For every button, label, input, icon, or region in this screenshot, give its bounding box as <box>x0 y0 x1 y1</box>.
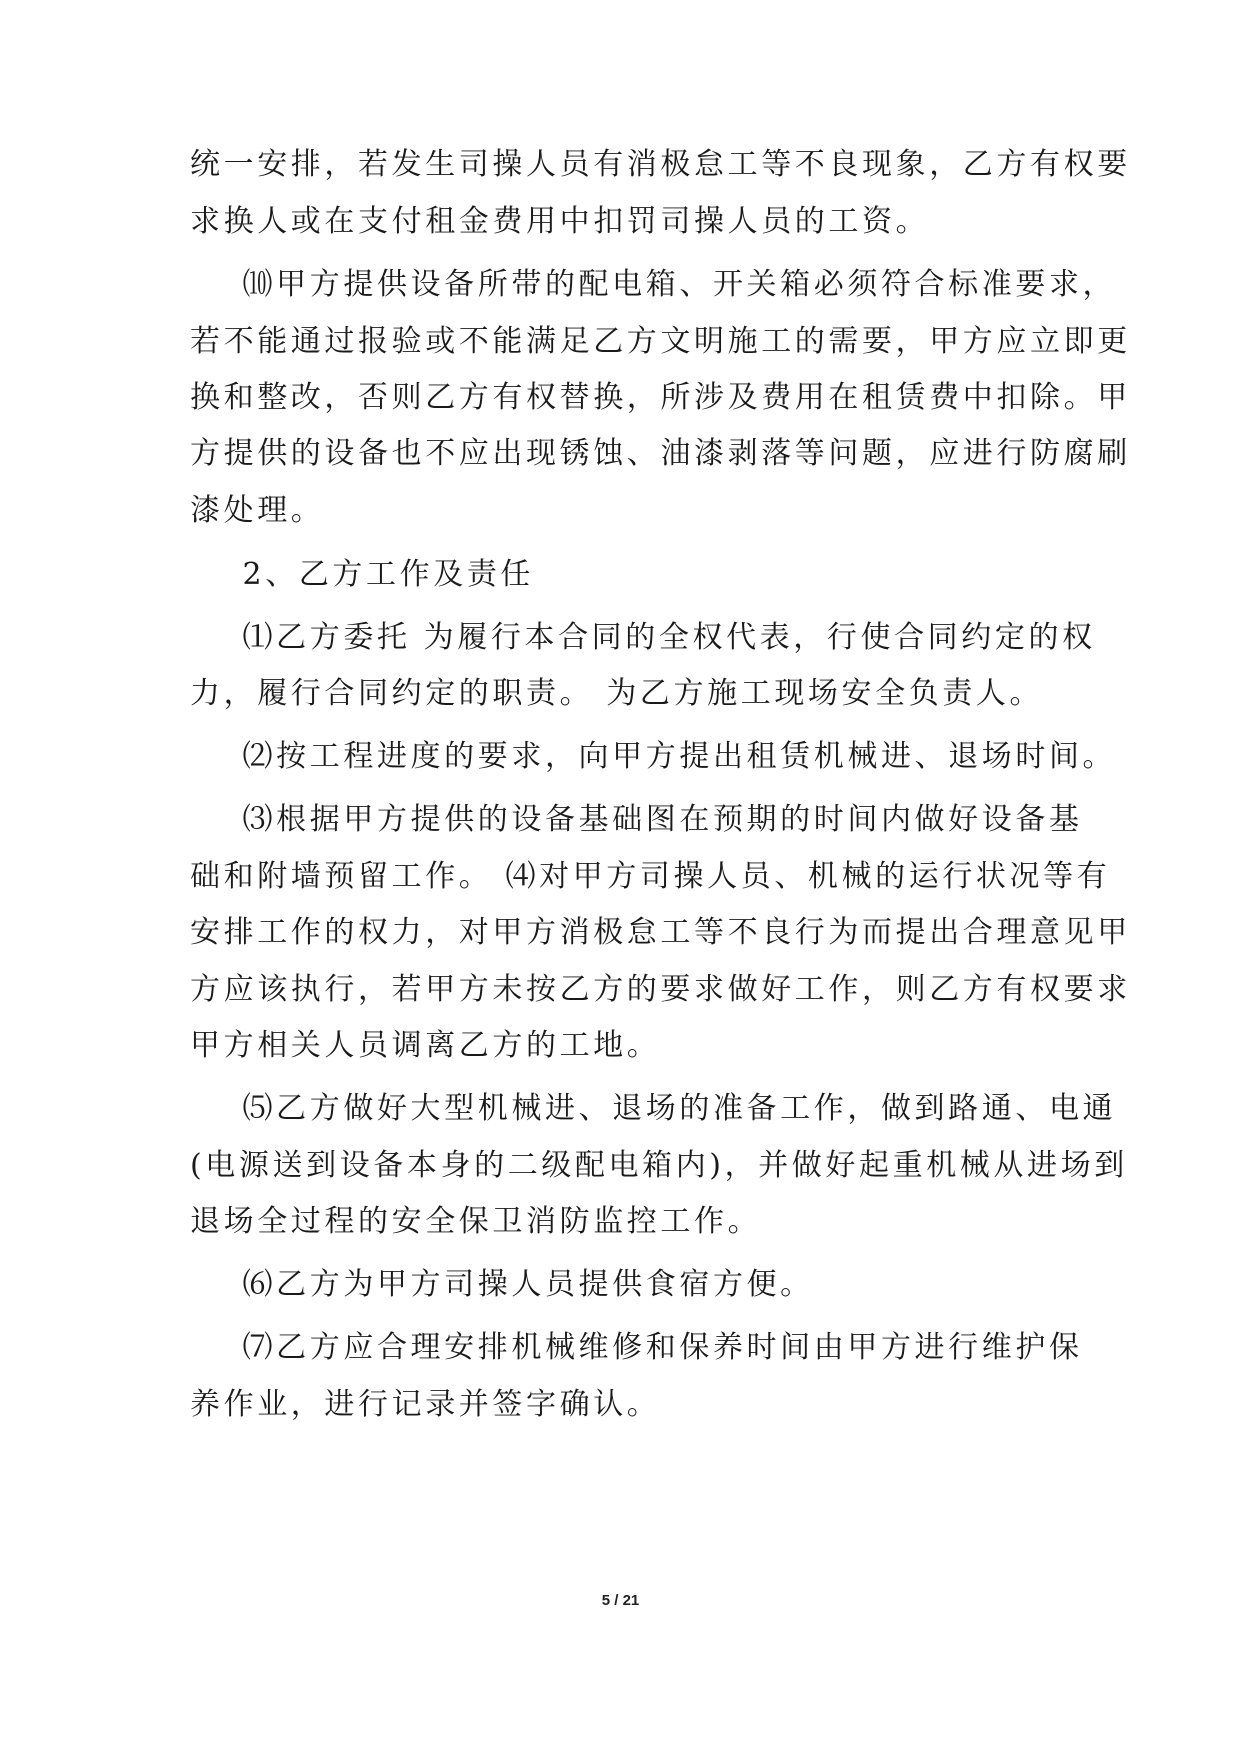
text-line: ⑹乙方为甲方司操人员提供食宿方便。 <box>190 1267 814 1302</box>
text-line: 漆处理。 <box>190 493 325 528</box>
text-line: 统一安排，若发生司操人员有消极怠工等不良现象，乙方有权要 <box>190 147 1131 182</box>
text-line: 求换人或在支付租金费用中扣罚司操人员的工资。 <box>190 204 930 239</box>
text-line: 养作业，进行记录并签字确认。 <box>190 1387 661 1422</box>
text-line: ⑺乙方应合理安排机械维修和保养时间由甲方进行维护保 <box>190 1330 1083 1365</box>
text-line: ⑸乙方做好大型机械进、退场的准备工作，做到路通、电通 <box>190 1091 1117 1126</box>
section-heading: 2、乙方工作及责任 <box>190 557 535 592</box>
text-line: 甲方相关人员调离乙方的工地。 <box>190 1028 661 1063</box>
text-line: 方应该执行，若甲方未按乙方的要求做好工作，则乙方有权要求 <box>190 972 1131 1007</box>
text-line: 方提供的设备也不应出现锈蚀、油漆剥落等问题，应进行防腐刷 <box>190 436 1131 471</box>
text-line: 力，履行合同约定的职责。 为乙方施工现场安全负责人。 <box>190 676 1044 711</box>
page-number: 5 / 21 <box>601 1592 640 1609</box>
text-line: ⑴乙方委托 为履行本合同的全权代表，行使合同约定的权 <box>190 620 1096 655</box>
text-line: ⑶根据甲方提供的设备基础图在预期的时间内做好设备基 <box>190 802 1083 837</box>
text-line: 退场全过程的安全保卫消防监控工作。 <box>190 1204 762 1239</box>
text-line: 若不能通过报验或不能满足乙方文明施工的需要，甲方应立即更 <box>190 324 1131 359</box>
text-line: (电源送到设备本身的二级配电箱内)，并做好起重机械从进场到 <box>190 1148 1128 1183</box>
text-line: 安排工作的权力，对甲方消极怠工等不良行为而提出合理意见甲 <box>190 915 1131 950</box>
text-line: 础和附墙预留工作。 ⑷对甲方司操人员、机械的运行状况等有 <box>190 859 1111 894</box>
text-line: ⑵按工程进度的要求，向甲方提出租赁机械进、退场时间。 <box>190 739 1117 774</box>
text-line: ⑽甲方提供设备所带的配电箱、开关箱必须符合标准要求， <box>190 267 1117 302</box>
text-line: 换和整改，否则乙方有权替换，所涉及费用在租赁费中扣除。甲 <box>190 380 1131 415</box>
